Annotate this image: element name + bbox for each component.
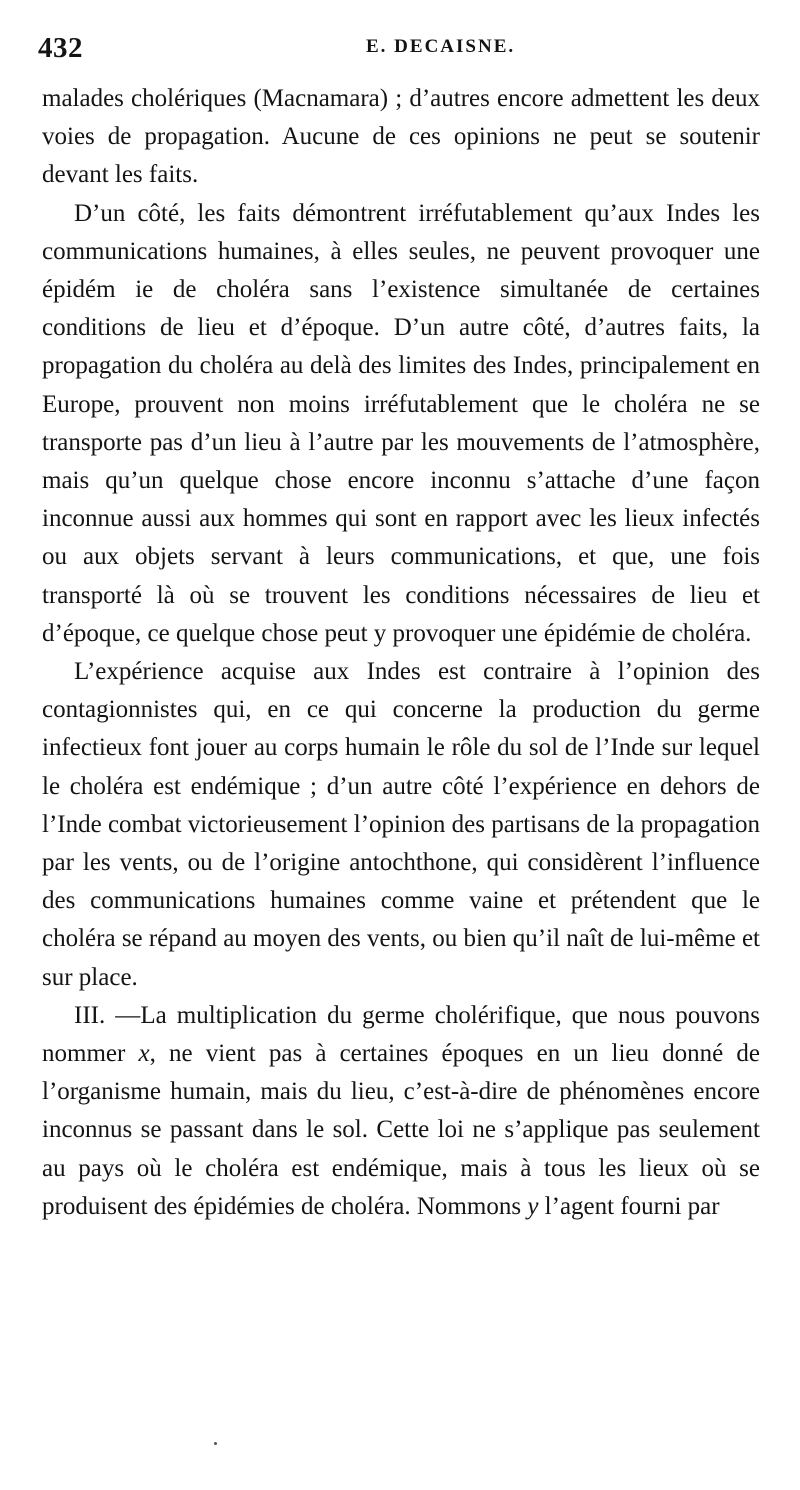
page-header	[38, 26, 760, 66]
paragraph-4-text-2: , ne vient pas à certaines époques en un lieu donné de l’organisme humain, mais du lieu, c’est-à-dire de phénomènes encore inconnus se passant dans le sol. Cette loi ne s’applique pas seulement au pays où le choléra est endémique, mais à tous les lieux où se produisent des épidémies de choléra. Nommons	[42, 1040, 760, 1220]
body-text	[42, 80, 760, 1226]
running-head: E. DECAISNE.	[366, 36, 516, 57]
section-lead: III. —	[74, 1001, 141, 1029]
paragraph-3: L’expérience acquise aux Indes est contraire à l’opinion des contagionnistes qui, en ce qui concerne la production du germe infectieux font jouer au corps humain le rôle du sol de l’Inde sur lequel le choléra est endémique ; d’un autre côté l’expérience en dehors de l’Inde combat victorieusement l’opinion des partisans de la propagation par les vents, ou de l’origine antochthone, qui considèrent l’influence des communications humaines comme vaine et prétendent que le choléra se répand au moyen des vents, ou bien qu’il naît de lui-même et sur place.	[42, 658, 760, 991]
paragraph-4	[42, 997, 760, 1226]
page-number: 432	[38, 32, 83, 64]
variable-y: y	[527, 1192, 539, 1220]
variable-x: x	[138, 1040, 150, 1068]
paragraph-4-text-3: l’agent fourni par	[538, 1192, 720, 1220]
paragraph-2: D’un côté, les faits démontrent irréfutablement qu’aux Indes les communications humaines, à elles seules, ne peuvent provoquer une épidém ie de choléra sans l’existence simultanée de certaines conditions de lieu et d’époque. D’un autre côté, d’autres faits, la propagation du choléra au delà des limites des Indes, principalement en Europe, prouvent non moins irréfutablement que le choléra ne se transporte pas d’un lieu à l’autre par les mouvements de l’atmosphère, mais qu’un quelque chose encore inconnu s’attache d’une façon inconnue aussi aux hommes qui sont en rapport avec les lieux infectés ou aux objets servant à leurs communications, et que, une fois transporté là où se trouvent les conditions nécessaires de lieu et d’époque, ce quelque chose peut y provoquer une épidémie de choléra.	[42, 199, 760, 647]
paragraph-4-text-1: La multiplication du germe cholérifique, que nous pouvons nommer	[42, 1001, 761, 1068]
ink-speck	[214, 1442, 217, 1445]
paragraph-1: malades cholériques (Macnamara) ; d’autres encore admettent les deux voies de propagation. Aucune de ces opinions ne peut se soutenir devant les faits.	[42, 85, 760, 189]
